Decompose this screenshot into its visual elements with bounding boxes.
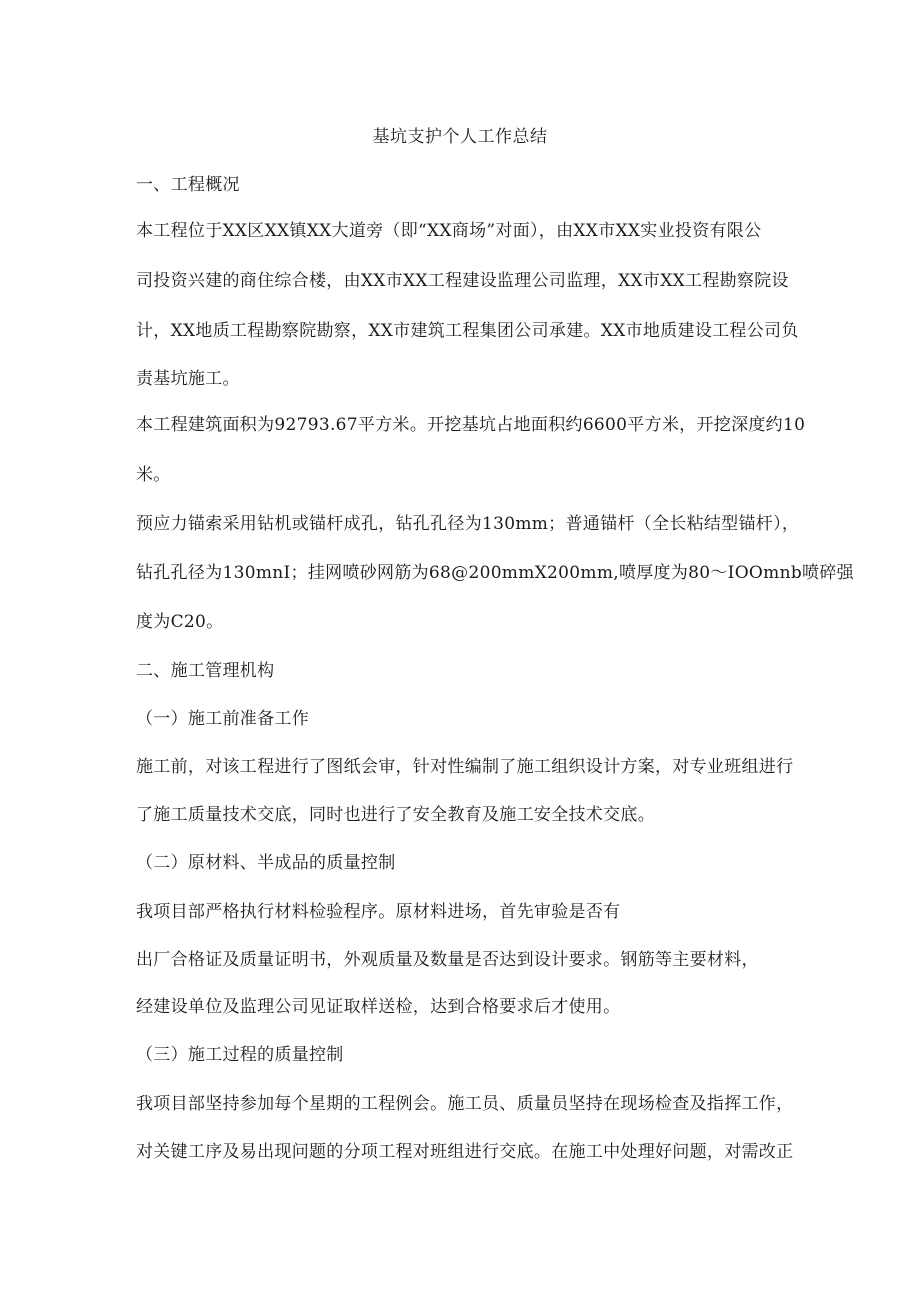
subsection-heading-preparation: （一）施工前准备工作 bbox=[136, 709, 309, 729]
paragraph-line: 责基坑施工。 bbox=[136, 369, 240, 389]
paragraph-line: 施工前，对该工程进行了图纸会审，针对性编制了施工组织设计方案，对专业班组进行 bbox=[136, 757, 794, 777]
paragraph-line: 出厂合格证及质量证明书，外观质量及数量是否达到设计要求。钢筋等主要材料， bbox=[136, 950, 759, 970]
paragraph-line: 计，XX地质工程勘察院勘察，XX市建筑工程集团公司承建。XX市地质建设工程公司负 bbox=[136, 321, 799, 341]
paragraph-line: 钻孔孔径为130mnI；挂网喷砂网筋为68@200mmX200mm,喷厚度为80～IOOmnb喷碎强 bbox=[136, 563, 854, 583]
paragraph-line: 度为C20。 bbox=[136, 612, 224, 632]
paragraph-line: 米。 bbox=[136, 465, 171, 485]
paragraph-line: 我项目部严格执行材料检验程序。原材料进场，首先审验是否有 bbox=[136, 902, 621, 922]
paragraph-line: 预应力锚索采用钻机或锚杆成孔，钻孔孔径为130mm；普通锚杆（全长粘结型锚杆）， bbox=[136, 514, 800, 534]
paragraph-line: 了施工质量技术交底，同时也进行了安全教育及施工安全技术交底。 bbox=[136, 805, 655, 825]
paragraph-line: 经建设单位及监理公司见证取样送检，达到合格要求后才使用。 bbox=[136, 997, 621, 1017]
section-heading-management: 二、施工管理机构 bbox=[136, 661, 275, 681]
paragraph-line: 司投资兴建的商住综合楼，由XX市XX工程建设监理公司监理，XX市XX工程勘察院设 bbox=[136, 271, 789, 291]
subsection-heading-materials: （二）原材料、半成品的质量控制 bbox=[136, 853, 396, 873]
paragraph-line: 我项目部坚持参加每个星期的工程例会。施工员、质量员坚持在现场检查及指挥工作， bbox=[136, 1094, 794, 1114]
paragraph-line: 本工程建筑面积为92793.67平方米。开挖基坑占地面积约6600平方米，开挖深度约10 bbox=[136, 415, 806, 435]
paragraph-line: 对关键工序及易出现问题的分项工程对班组进行交底。在施工中处理好问题，对需改正 bbox=[136, 1142, 794, 1162]
paragraph-line: 本工程位于XX区XX镇XX大道旁（即“XX商场”对面），由XX市XX实业投资有限公 bbox=[136, 221, 762, 241]
document-title: 基坑支护个人工作总结 bbox=[372, 127, 548, 147]
subsection-heading-process: （三）施工过程的质量控制 bbox=[136, 1045, 344, 1065]
section-heading-overview: 一、工程概况 bbox=[136, 175, 240, 195]
